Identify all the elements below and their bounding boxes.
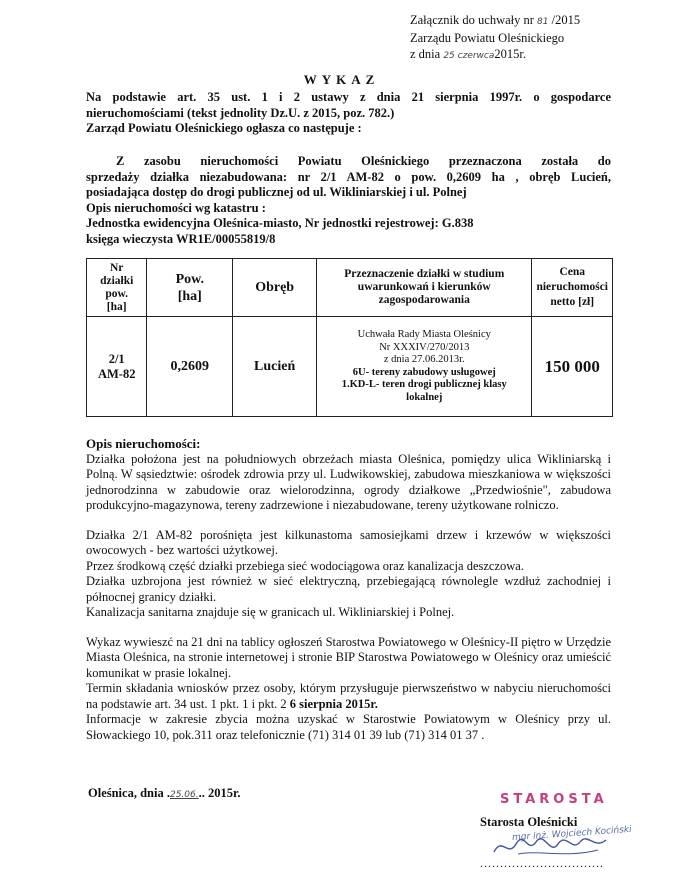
property-details <box>86 436 611 743</box>
signature-name: mgr inż. Wojciech Kociński <box>511 824 632 844</box>
hdr-cena-2: nieruchomości <box>536 281 608 293</box>
starosta-stamp: STAROSTA <box>500 792 608 807</box>
hdr-przezn-2: uwarunkowań i kierunków <box>357 281 491 293</box>
opis-paragraph-3b <box>86 681 611 712</box>
section1-line2: sprzedaży działka niezabudowana: nr 2/1 AM-82 o pow. 0,2609 ha , obręb Lucień, <box>86 169 611 184</box>
spacer <box>86 514 611 528</box>
signer-title: Starosta Oleśnicki <box>480 815 578 829</box>
intro-line1: Na podstawie art. 35 ust. 1 i 2 ustawy z dnia 21 sierpnia 1997r. o gospodarce <box>86 90 611 104</box>
hdr-nr-1: Nr <box>109 261 124 274</box>
section1-line3: posiadająca dostęp do drogi publicznej od ul. Wikliniarskiej i ul. Polnej <box>86 185 467 199</box>
handwritten-place-date: 25.06. <box>169 790 199 800</box>
header-line1-pre: Załącznik do uchwały nr <box>410 13 538 27</box>
hdr-pow-1: Pow. <box>175 271 204 287</box>
section1-line4: Opis nieruchomości wg katastru : <box>86 200 266 215</box>
section1-line1: Z zasobu nieruchomości Powiatu Oleśnickiego przeznaczona została do <box>116 154 611 168</box>
hdr-nr-4: [ha] <box>106 300 127 313</box>
opis-paragraph-2b: Przez środkową część działki przebiega sieć wodociągowa oraz kanalizacja deszczowa. <box>86 558 524 573</box>
hdr-przezn-3: zagospodarowania <box>378 294 470 306</box>
table-header-row <box>87 259 613 317</box>
hdr-cena-1: Cena <box>559 266 585 278</box>
place-pre: Oleśnica, dnia . <box>88 786 170 800</box>
opis-paragraph-2a: Działka 2/1 AM-82 porośnięta jest kilkunastoma samosiejkami drzew i krzewów w większości owocowych - bez wartości użytkowej. <box>86 527 611 557</box>
przezn-3: z dnia 27.06.2013r. <box>383 354 465 365</box>
property-description-block <box>86 154 611 247</box>
przezn-1: Uchwała Rady Miasta Oleśnicy <box>357 329 491 340</box>
deadline-text: Termin składania wniosków przez osoby, którym przysługuje pierwszeństwo w nabyciu nieruchomości na podstawie art. 34 ust. 1 pkt. 1 i pkt. 2 <box>86 681 611 711</box>
header-line1-post: /2015 <box>548 13 581 27</box>
header-line3-pre: z dnia <box>410 47 444 61</box>
deadline-date: 6 sierpnia 2015r. <box>289 696 378 711</box>
place-and-date <box>88 786 241 801</box>
parcel-nr-2: AM-82 <box>97 366 136 381</box>
hdr-nr-3: pow. <box>105 287 129 300</box>
opis-heading: Opis nieruchomości: <box>86 436 201 451</box>
opis-paragraph-2d: Kanalizacja sanitarna znajduje się w granicach ul. Wikliniarskiej i Polnej. <box>86 605 455 619</box>
section1-line6: księga wieczysta WR1E/00055819/8 <box>86 231 276 246</box>
przezn-6: lokalnej <box>406 391 443 403</box>
intro-line2: nieruchomościami (tekst jednolity Dz.U. z 2015, poz. 782.) <box>86 105 395 120</box>
hdr-nr-2: działki <box>100 274 134 287</box>
document-title: WYKAZ <box>303 72 380 87</box>
header-precinct: Obręb <box>233 259 317 317</box>
handwritten-resolution-number: 81 <box>537 17 549 27</box>
opis-paragraph-1: Działka położona jest na południowych obrzeżach miasta Oleśnica, pomiędzy ulica Wikliniarską i Polną. W sąsiedztwie: ośrodek zdrowia przy ul. Ludwikowskiej, zabudowa mieszkaniowa w większości jednorodzinna w zabudowie oraz wielorodzinna, ogrody działkowe „Przedwiośnie", zabudowa produkcyjno-magazynowa, tereny zadrzewione i niezabudowane, tereny użytkowane rolniczo. <box>86 451 611 512</box>
parcel-nr-1: 2/1 <box>108 351 125 366</box>
table-row <box>87 317 613 417</box>
section1-line5: Jednostka ewidencyjna Oleśnica-miasto, Nr jednostki rejestrowej: G.838 <box>86 216 474 230</box>
attachment-header <box>410 12 580 64</box>
przezn-4: 6U- tereny zabudowy usługowej <box>352 366 496 378</box>
spacer <box>86 621 611 635</box>
cell-precinct: Lucień <box>233 317 317 417</box>
hdr-przezn-1: Przeznaczenie działki w studium <box>344 268 505 280</box>
header-line3-post: 2015r. <box>494 47 526 61</box>
header-parcel-number <box>87 259 147 317</box>
przezn-2: Nr XXXIV/270/2013 <box>379 341 470 353</box>
place-post: .. 2015r. <box>198 786 241 800</box>
przezn-5: 1.KD-L- teren drogi publicznej klasy <box>341 379 507 390</box>
cell-parcel-number <box>87 317 147 417</box>
header-area <box>147 259 233 317</box>
opis-paragraph-3a: Wykaz wywieszć na 21 dni na tablicy ogłoszeń Starostwa Powiatowego w Oleśnicy-II piętro w Urzędzie Miasta Oleśnica, na stronie internetowej i stronie BIP Starostwa Powiatowego w Oleśnicy oraz umieścić komunikat w prasie lokalnej. <box>86 634 611 680</box>
intro-block <box>86 90 611 137</box>
cell-area: 0,2609 <box>147 317 233 417</box>
property-table <box>86 258 613 417</box>
header-line2: Zarządu Powiatu Oleśnickiego <box>410 31 565 45</box>
header-price <box>532 259 613 317</box>
hdr-pow-2: [ha] <box>177 288 202 304</box>
hdr-cena-3: netto [zł] <box>550 296 595 308</box>
header-designation <box>317 259 532 317</box>
handwritten-date: 25 czerwca <box>443 51 495 61</box>
cell-designation <box>317 317 532 417</box>
intro-line3: Zarząd Powiatu Oleśnickiego ogłasza co następuje : <box>86 121 362 135</box>
opis-paragraph-3c: Informacje w zakresie zbycia można uzyskać w Starostwie Powiatowym w Oleśnicy przy ul. Słowackiego 10, pok.311 oraz telefonicznie (71) 314 01 39 lub (71) 314 01 37 . <box>86 712 611 742</box>
opis-paragraph-2c: Działka uzbrojona jest również w sieć elektryczną, przebiegającą równolegle wzdłuż zachodniej i północnej granicy działki. <box>86 574 611 604</box>
cell-price: 150 000 <box>532 317 613 417</box>
signature-line: ............................... <box>480 856 604 870</box>
